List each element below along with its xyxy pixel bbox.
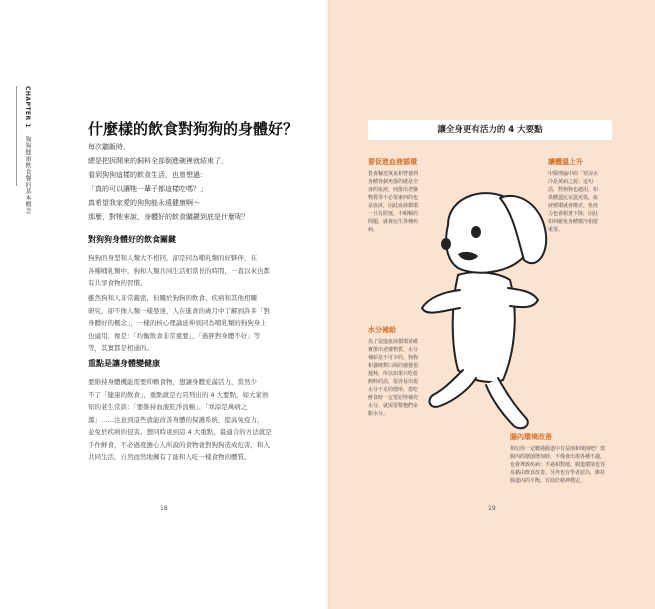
tip-line: 身體各個角落的就是全	[368, 179, 419, 185]
tip-line: 液循環就會變差，免疫	[548, 203, 599, 209]
tip-line: 問題，就會衍生各種疾	[368, 219, 419, 225]
tip-line: 和貓咪對口渴的感覺很	[368, 363, 419, 369]
tip-line: 身的血液，而排出老廢	[368, 187, 419, 193]
chapter-side-tab	[20, 86, 32, 214]
tip-line: 鮮食時一定要記得補充	[368, 395, 419, 401]
section-paragraph	[88, 252, 298, 290]
tip-line: 話，對狗狗也適用，如	[548, 187, 599, 193]
section-heading: 對狗狗身體好的飲食關鍵	[88, 235, 176, 244]
tip-line: 遲鈍，所以如果只吃乾	[368, 371, 419, 377]
tip-line: 一旦有阻塞，不順暢的	[368, 211, 419, 217]
intro-line: 看到狗狗這樣的飲食生活，也曾想過：	[88, 171, 207, 179]
intro-line: 真希望我家愛的狗狗能永遠健康啊～	[88, 199, 200, 207]
para-line: 有共享食物的習慣。	[88, 279, 147, 287]
tip-line: 物質等不必要東西的也	[368, 195, 419, 201]
chapter-label: CHAPTER 1	[24, 86, 31, 129]
para-line: 也適用，像是：「均衡飲食非常重要」、「過胖對身體不好」等	[88, 331, 261, 340]
running-dog-illustration	[418, 180, 558, 440]
para-line: 等，其實都是相通的。	[88, 344, 153, 352]
tip-line: 水分，就需要幫牠們多	[368, 403, 419, 409]
para-line: 共同生活，自然而然地擁有了能和人吃一樣食物的體質。	[88, 453, 251, 461]
tip-line: 腸道內的平衡，有助於精神穩定。	[510, 478, 586, 484]
para-line: 各種哺乳類中，狗和人類共同生活相當長的時間，一直以來也都	[88, 266, 270, 275]
para-line: 雖然狗和人非常親密，但關於狗狗的飲食、疾病和其他相關	[88, 294, 257, 302]
tip-line: 點水分。	[368, 411, 389, 417]
tip-line: 為了促進血液循環並確	[368, 339, 419, 345]
tip-line: 中醫理論中的「寒涼水	[548, 171, 599, 177]
tip-body	[510, 445, 605, 485]
tip-body	[368, 170, 418, 234]
tip-line: 力也會跟著下降，因此	[548, 211, 599, 217]
side-rule	[16, 86, 17, 186]
tip-body	[368, 338, 418, 418]
tip-line: 飼料的話，很容易出現	[368, 379, 419, 385]
tip-heading: 讓體溫上升	[548, 158, 583, 166]
section-paragraph	[88, 376, 298, 464]
intro-line: 總是把拆開來的飼料全部倒進碗裡就結束了，	[88, 157, 228, 165]
banner-title: 讓全身更有活力的 4 大要點	[368, 120, 612, 140]
tip-line: 水分不足的情形，當吃	[368, 387, 419, 393]
para-line: 要維持身體機能需要仰賴食物，想讓身體充滿活力，當然少	[88, 378, 257, 386]
tip-line: 易藉由飲食改善，另外也有學者認為，維持	[510, 470, 606, 476]
tip-heading: 水分補給	[368, 326, 396, 334]
intro-line: 那麼，對牠來說，身體好的飲食關鍵到底是什麼呢？	[88, 213, 249, 221]
tip-line: 實排出老廢物質，水分	[368, 347, 419, 353]
para-line: 不了「健康的飲食」，重點就是右頁列出的 4 大要點，如大家熟	[88, 390, 269, 399]
tip-line: 相信你一定聽過腸道中有益菌和壞菌吧？當	[510, 446, 606, 452]
tip-line: 腸內的壞菌增加時，不僅會出現各種不適，	[510, 454, 606, 460]
tip-line: 病。	[368, 227, 379, 233]
para-line: 並免於疾病的侵害。想同時達到這 4 大重點，最適合的方法就是	[88, 428, 272, 436]
chapter-subtitle: 狗狗健康飲食餐的基本概念	[24, 136, 31, 215]
page-number: 18	[160, 505, 168, 512]
para-line: 身體好的概念」，一樣的核心理論延伸到同為哺乳類的狗狗身上	[88, 319, 267, 327]
tip-line: 負責輸送氧氣和營養到	[368, 171, 419, 177]
page-title: 什麼樣的飲食對狗狗的身體好？	[88, 120, 299, 138]
para-line: 狗狗的身型和人類大不相同，卻是同為哺乳類的好夥伴，在	[88, 254, 257, 262]
tip-line: 也會導致疾病；不過相對地，腸道環境也容	[510, 462, 606, 468]
tip-line: 如何避免身體變冷相當	[548, 219, 599, 225]
para-line: 研究，卻不像人類一樣發達，人在進食的歲月中了解到許多「對	[88, 306, 270, 315]
tip-line: 冷是萬病之源」這句	[548, 179, 594, 185]
section-heading: 重點是讓身體變健康	[88, 359, 160, 368]
tip-heading: 腸內環境改善	[510, 433, 552, 441]
intro-line: 每次聽飯時，	[88, 143, 130, 151]
tip-line: 是血液，因此血液循環	[368, 203, 419, 209]
tip-line: 果體溫比室溫更低，血	[548, 195, 599, 201]
para-line: 源」……注意到這些就能改善身體的保護系統，提高免疫力，	[88, 415, 264, 424]
tip-line: 補給是不可少的，狗狗	[368, 355, 419, 361]
intro-line: 「真的可以讓牠一輩子都這樣吃嗎？」	[88, 185, 207, 193]
book-gutter	[326, 0, 330, 609]
tip-heading: 要促進血液循環	[368, 158, 417, 166]
para-line: 手作鮮食，不必過度擔心人所說的食物會對狗狗造成危害，和人	[88, 440, 270, 449]
page-number: 19	[488, 505, 496, 512]
section-paragraph	[88, 292, 298, 355]
tip-line: 重要。	[548, 227, 564, 233]
intro-text	[88, 140, 298, 224]
para-line: 知的老生常談：「要維持血液乾淨流暢」、「寒涼是萬病之	[88, 403, 248, 411]
